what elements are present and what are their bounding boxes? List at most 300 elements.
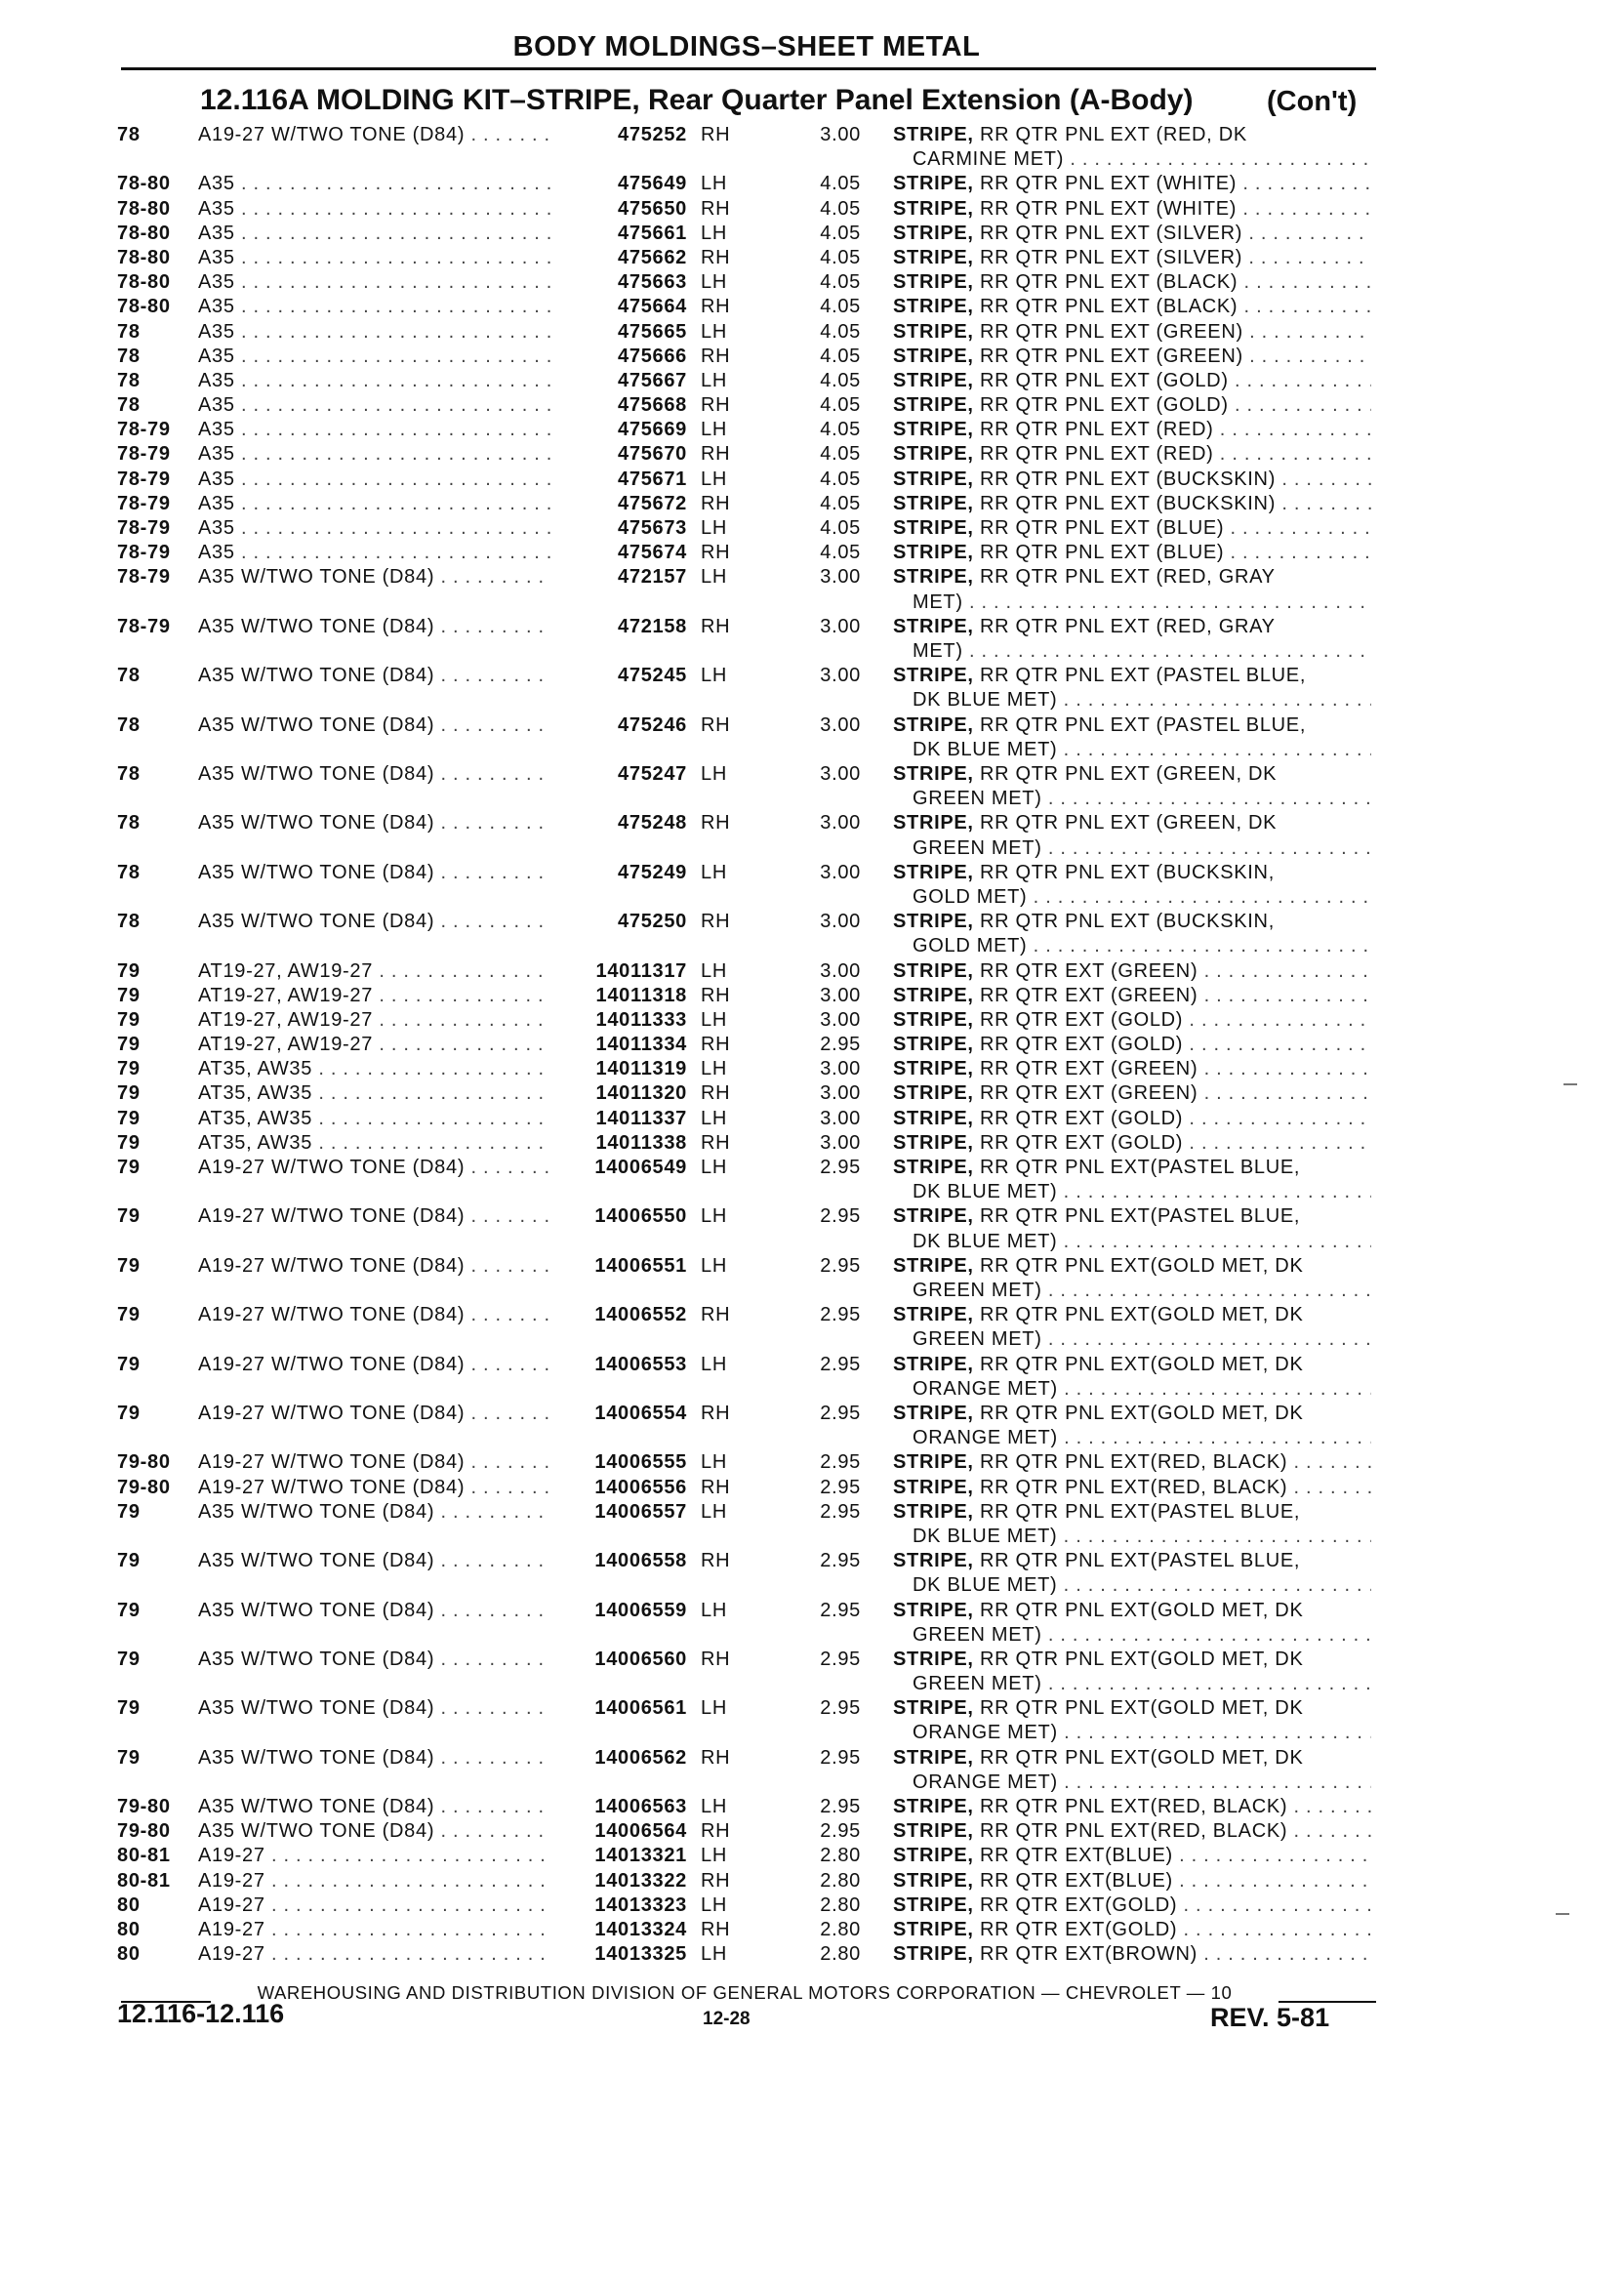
header-divider bbox=[121, 67, 1376, 70]
description-keyword: STRIPE, bbox=[893, 419, 974, 441]
side-cell: RH bbox=[701, 713, 731, 736]
description-text: RR QTR PNL EXT(RED, BLACK) bbox=[973, 1476, 1288, 1498]
year-cell: 79 bbox=[117, 1107, 141, 1129]
model-cell: A35 W/TWO TONE (D84) . . . bbox=[198, 615, 551, 639]
description-line bbox=[893, 1648, 1371, 1672]
part-number-cell: 475252 bbox=[618, 124, 687, 145]
description-cell bbox=[893, 1648, 1371, 1696]
part-number-cell: 475649 bbox=[618, 173, 687, 195]
year-cell: 79 bbox=[117, 1058, 141, 1080]
price-cell: 2.80 bbox=[820, 1869, 861, 1892]
description-cell bbox=[893, 468, 1371, 492]
part-number-cell: 472157 bbox=[618, 566, 687, 589]
description-cell bbox=[893, 345, 1371, 369]
description-line bbox=[893, 1131, 1371, 1156]
description-text: RR QTR PNL EXT (RED) bbox=[973, 443, 1214, 466]
description-continuation: ORANGE MET) . . . bbox=[893, 1771, 1371, 1795]
table-row bbox=[0, 1008, 1624, 1033]
page-header-title: BODY MOLDINGS–SHEET METAL bbox=[512, 31, 981, 62]
model-cell: A19-27 . . . bbox=[198, 1869, 551, 1893]
year-cell: 78-79 bbox=[117, 419, 171, 441]
side-cell: RH bbox=[701, 197, 731, 220]
part-number-cell: 14006557 bbox=[594, 1500, 687, 1523]
parts-table bbox=[0, 123, 1624, 1967]
price-cell: 2.95 bbox=[820, 1697, 861, 1720]
part-number-cell: 14013321 bbox=[594, 1845, 687, 1867]
description-cell bbox=[893, 393, 1371, 418]
price-cell: 2.95 bbox=[820, 1254, 861, 1277]
description-cell bbox=[893, 984, 1371, 1008]
description-cell bbox=[893, 762, 1371, 811]
model-cell: A35 W/TWO TONE (D84) . . . bbox=[198, 565, 551, 590]
table-row bbox=[0, 541, 1624, 565]
side-cell: LH bbox=[701, 762, 727, 785]
part-number-cell: 475673 bbox=[618, 517, 687, 540]
price-cell: 3.00 bbox=[820, 1008, 861, 1031]
description-cell bbox=[893, 197, 1371, 222]
part-number-cell: 472158 bbox=[618, 615, 687, 637]
price-cell: 2.95 bbox=[820, 1796, 861, 1818]
description-keyword: STRIPE, bbox=[893, 1034, 974, 1056]
model-cell: A35 W/TWO TONE (D84) . . . bbox=[198, 664, 551, 688]
model-cell: A35 W/TWO TONE (D84) . . . bbox=[198, 713, 551, 738]
description-text: RR QTR PNL EXT(GOLD MET, DK bbox=[973, 1599, 1304, 1621]
description-keyword: STRIPE, bbox=[893, 1402, 974, 1424]
description-keyword: STRIPE, bbox=[893, 173, 974, 195]
side-cell: LH bbox=[701, 517, 727, 540]
model-cell: A35 W/TWO TONE (D84) . . . bbox=[198, 1795, 551, 1819]
price-cell: 3.00 bbox=[820, 124, 861, 145]
description-line bbox=[893, 1844, 1371, 1868]
model-cell: A19-27 W/TWO TONE (D84) . . . bbox=[198, 1303, 551, 1327]
side-cell: RH bbox=[701, 124, 731, 145]
price-cell: 2.95 bbox=[820, 1157, 861, 1179]
table-row bbox=[0, 1081, 1624, 1106]
table-row bbox=[0, 345, 1624, 369]
year-cell: 79 bbox=[117, 984, 141, 1006]
description-keyword: STRIPE, bbox=[893, 1254, 974, 1277]
year-cell: 78-79 bbox=[117, 517, 171, 540]
description-cell bbox=[893, 320, 1371, 345]
description-line bbox=[893, 345, 1371, 369]
description-cell bbox=[893, 1081, 1371, 1106]
description-text: RR QTR PNL EXT (BUCKSKIN, bbox=[973, 911, 1275, 933]
description-text: RR QTR EXT(BLUE) bbox=[973, 1869, 1173, 1892]
part-number-cell: 14011320 bbox=[595, 1082, 687, 1105]
price-cell: 4.05 bbox=[820, 542, 861, 564]
description-keyword: STRIPE, bbox=[893, 1796, 974, 1818]
side-cell: RH bbox=[701, 1082, 731, 1105]
description-cell bbox=[893, 123, 1371, 172]
description-cell bbox=[893, 1008, 1371, 1033]
part-number-cell: 475671 bbox=[618, 468, 687, 490]
year-cell: 78 bbox=[117, 812, 141, 835]
description-keyword: STRIPE, bbox=[893, 246, 974, 268]
price-cell: 4.05 bbox=[820, 345, 861, 367]
description-line bbox=[893, 295, 1371, 319]
model-cell: A35 W/TWO TONE (D84) . . . bbox=[198, 1549, 551, 1573]
description-text: RR QTR PNL EXT (BUCKSKIN, bbox=[973, 861, 1275, 883]
model-cell: AT35, AW35 . . . bbox=[198, 1131, 551, 1156]
description-text: RR QTR PNL EXT(PASTEL BLUE, bbox=[973, 1500, 1301, 1523]
description-text: RR QTR PNL EXT (RED, GRAY bbox=[973, 566, 1276, 589]
price-cell: 2.80 bbox=[820, 1943, 861, 1966]
price-cell: 3.00 bbox=[820, 1082, 861, 1105]
description-continuation: MET) . . . bbox=[893, 639, 1371, 664]
description-text: RR QTR PNL EXT (GREEN, DK bbox=[973, 762, 1278, 785]
year-cell: 78-79 bbox=[117, 615, 171, 637]
description-keyword: STRIPE, bbox=[893, 320, 974, 343]
side-cell: LH bbox=[701, 1254, 727, 1277]
model-cell: AT35, AW35 . . . bbox=[198, 1081, 551, 1106]
description-cell bbox=[893, 811, 1371, 860]
model-cell: A19-27 W/TWO TONE (D84) . . . bbox=[198, 1353, 551, 1377]
part-number-cell: 475674 bbox=[618, 542, 687, 564]
part-number-cell: 475672 bbox=[618, 492, 687, 514]
footer-revision: REV. 5-81 bbox=[1210, 2003, 1330, 2032]
footer-division-text: WAREHOUSING AND DISTRIBUTION DIVISION OF GENERAL MOTORS CORPORATION — CHEVROLET — 10 bbox=[257, 1982, 1233, 2003]
description-keyword: STRIPE, bbox=[893, 665, 974, 687]
description-line bbox=[893, 541, 1371, 565]
side-cell: LH bbox=[701, 1205, 727, 1228]
price-cell: 2.95 bbox=[820, 1550, 861, 1572]
description-continuation: ORANGE MET) . . . bbox=[893, 1721, 1371, 1745]
model-cell: A35 . . . bbox=[198, 468, 551, 492]
description-text: RR QTR EXT(GOLD) bbox=[973, 1893, 1178, 1916]
description-cell bbox=[893, 1353, 1371, 1402]
table-row bbox=[0, 492, 1624, 516]
table-row bbox=[0, 1254, 1624, 1303]
part-number-cell: 14011333 bbox=[595, 1008, 687, 1031]
description-keyword: STRIPE, bbox=[893, 1131, 974, 1154]
year-cell: 80 bbox=[117, 1893, 141, 1916]
description-cell bbox=[893, 516, 1371, 541]
year-cell: 78 bbox=[117, 762, 141, 785]
price-cell: 4.05 bbox=[820, 394, 861, 417]
part-number-cell: 14006559 bbox=[594, 1599, 687, 1621]
year-cell: 78-80 bbox=[117, 296, 171, 318]
year-cell: 78 bbox=[117, 713, 141, 736]
year-cell: 79 bbox=[117, 1500, 141, 1523]
side-cell: RH bbox=[701, 1919, 731, 1941]
part-number-cell: 14011334 bbox=[595, 1034, 687, 1056]
price-cell: 3.00 bbox=[820, 959, 861, 982]
description-keyword: STRIPE, bbox=[893, 1304, 974, 1326]
price-cell: 2.80 bbox=[820, 1893, 861, 1916]
side-cell: RH bbox=[701, 394, 731, 417]
description-keyword: STRIPE, bbox=[893, 1648, 974, 1670]
part-number-cell: 14006561 bbox=[594, 1697, 687, 1720]
description-line bbox=[893, 468, 1371, 492]
table-row bbox=[0, 1893, 1624, 1918]
table-row bbox=[0, 1353, 1624, 1402]
model-cell: A19-27 W/TWO TONE (D84) . . . bbox=[198, 1254, 551, 1279]
description-line bbox=[893, 442, 1371, 467]
table-row bbox=[0, 1131, 1624, 1156]
year-cell: 79 bbox=[117, 1550, 141, 1572]
description-cell bbox=[893, 222, 1371, 246]
model-cell: A35 . . . bbox=[198, 222, 551, 246]
price-cell: 2.95 bbox=[820, 1205, 861, 1228]
model-cell: A35 . . . bbox=[198, 295, 551, 319]
model-cell: A35 . . . bbox=[198, 393, 551, 418]
side-cell: LH bbox=[701, 271, 727, 294]
description-text: RR QTR PNL EXT (BLUE) bbox=[973, 542, 1225, 564]
model-cell: A35 W/TWO TONE (D84) . . . bbox=[198, 1746, 551, 1771]
table-row bbox=[0, 320, 1624, 345]
year-cell: 80 bbox=[117, 1943, 141, 1966]
description-cell bbox=[893, 713, 1371, 762]
description-text: RR QTR EXT (GREEN) bbox=[973, 984, 1198, 1006]
model-cell: AT19-27, AW19-27 . . . bbox=[198, 959, 551, 984]
side-cell: LH bbox=[701, 320, 727, 343]
description-keyword: STRIPE, bbox=[893, 1008, 974, 1031]
year-cell: 79-80 bbox=[117, 1820, 171, 1843]
side-cell: RH bbox=[701, 1131, 731, 1154]
description-line bbox=[893, 1081, 1371, 1106]
table-row bbox=[0, 1795, 1624, 1819]
description-text: RR QTR EXT (GOLD) bbox=[973, 1131, 1184, 1154]
description-cell bbox=[893, 1599, 1371, 1648]
description-cell bbox=[893, 442, 1371, 467]
description-line bbox=[893, 811, 1371, 835]
part-number-cell: 475248 bbox=[618, 812, 687, 835]
table-row bbox=[0, 615, 1624, 664]
part-number-cell: 475650 bbox=[618, 197, 687, 220]
description-keyword: STRIPE, bbox=[893, 1820, 974, 1843]
price-cell: 3.00 bbox=[820, 1107, 861, 1129]
year-cell: 79 bbox=[117, 1402, 141, 1424]
description-text: RR QTR PNL EXT(GOLD MET, DK bbox=[973, 1746, 1304, 1769]
side-cell: RH bbox=[701, 1402, 731, 1424]
description-keyword: STRIPE, bbox=[893, 1919, 974, 1941]
description-line bbox=[893, 1599, 1371, 1623]
description-line bbox=[893, 1476, 1371, 1500]
year-cell: 78 bbox=[117, 861, 141, 883]
description-cell bbox=[893, 1918, 1371, 1942]
description-line bbox=[893, 713, 1371, 738]
description-keyword: STRIPE, bbox=[893, 1599, 974, 1621]
description-text: RR QTR PNL EXT (GREEN) bbox=[973, 345, 1243, 367]
price-cell: 2.80 bbox=[820, 1845, 861, 1867]
description-cell bbox=[893, 1893, 1371, 1918]
year-cell: 79-80 bbox=[117, 1476, 171, 1498]
table-row bbox=[0, 468, 1624, 492]
description-text: RR QTR PNL EXT (RED, DK bbox=[973, 124, 1247, 145]
year-cell: 78 bbox=[117, 345, 141, 367]
description-keyword: STRIPE, bbox=[893, 296, 974, 318]
part-number-cell: 475661 bbox=[618, 222, 687, 244]
price-cell: 3.00 bbox=[820, 665, 861, 687]
year-cell: 79-80 bbox=[117, 1451, 171, 1474]
price-cell: 4.05 bbox=[820, 271, 861, 294]
part-number-cell: 14013325 bbox=[594, 1943, 687, 1966]
description-line bbox=[893, 123, 1371, 147]
description-keyword: STRIPE, bbox=[893, 443, 974, 466]
price-cell: 3.00 bbox=[820, 911, 861, 933]
price-cell: 4.05 bbox=[820, 296, 861, 318]
description-keyword: STRIPE, bbox=[893, 1107, 974, 1129]
description-line bbox=[893, 1057, 1371, 1081]
table-row bbox=[0, 1696, 1624, 1745]
side-cell: LH bbox=[701, 1353, 727, 1375]
description-text: RR QTR EXT(GOLD) bbox=[973, 1919, 1178, 1941]
description-text: RR QTR PNL EXT(PASTEL BLUE, bbox=[973, 1205, 1301, 1228]
description-keyword: STRIPE, bbox=[893, 1205, 974, 1228]
table-row bbox=[0, 1402, 1624, 1450]
table-row bbox=[0, 1648, 1624, 1696]
model-cell: A35 . . . bbox=[198, 345, 551, 369]
year-cell: 78-80 bbox=[117, 173, 171, 195]
part-number-cell: 475247 bbox=[618, 762, 687, 785]
part-number-cell: 475668 bbox=[618, 394, 687, 417]
price-cell: 3.00 bbox=[820, 762, 861, 785]
table-row bbox=[0, 418, 1624, 442]
description-keyword: STRIPE, bbox=[893, 911, 974, 933]
part-number-cell: 475670 bbox=[618, 443, 687, 466]
description-text: RR QTR PNL EXT(RED, BLACK) bbox=[973, 1820, 1288, 1843]
side-cell: LH bbox=[701, 1058, 727, 1080]
price-cell: 4.05 bbox=[820, 320, 861, 343]
side-cell: LH bbox=[701, 566, 727, 589]
model-cell: A19-27 W/TWO TONE (D84) . . . bbox=[198, 1450, 551, 1475]
description-continuation: ORANGE MET) . . . bbox=[893, 1426, 1371, 1450]
model-cell: A35 W/TWO TONE (D84) . . . bbox=[198, 910, 551, 934]
description-text: RR QTR PNL EXT (RED, GRAY bbox=[973, 615, 1276, 637]
table-row bbox=[0, 197, 1624, 222]
description-line bbox=[893, 1033, 1371, 1057]
description-text: RR QTR PNL EXT (BUCKSKIN) bbox=[973, 468, 1277, 490]
footer-section-range: 12.116-12.116 bbox=[117, 1999, 285, 2028]
year-cell: 78-80 bbox=[117, 197, 171, 220]
price-cell: 2.95 bbox=[820, 1500, 861, 1523]
description-cell bbox=[893, 910, 1371, 958]
side-cell: LH bbox=[701, 419, 727, 441]
model-cell: A19-27 . . . bbox=[198, 1893, 551, 1918]
table-row bbox=[0, 1057, 1624, 1081]
year-cell: 78 bbox=[117, 911, 141, 933]
part-number-cell: 14006560 bbox=[594, 1648, 687, 1670]
year-cell: 79 bbox=[117, 959, 141, 982]
year-cell: 78-79 bbox=[117, 492, 171, 514]
description-line bbox=[893, 959, 1371, 984]
model-cell: A35 W/TWO TONE (D84) . . . bbox=[198, 1599, 551, 1623]
table-row bbox=[0, 1549, 1624, 1598]
model-cell: AT35, AW35 . . . bbox=[198, 1057, 551, 1081]
side-cell: RH bbox=[701, 1648, 731, 1670]
description-line bbox=[893, 1893, 1371, 1918]
side-cell: RH bbox=[701, 492, 731, 514]
part-number-cell: 14006553 bbox=[594, 1353, 687, 1375]
part-number-cell: 475246 bbox=[618, 713, 687, 736]
description-keyword: STRIPE, bbox=[893, 713, 974, 736]
model-cell: A19-27 . . . bbox=[198, 1942, 551, 1967]
model-cell: A19-27 W/TWO TONE (D84) . . . bbox=[198, 1476, 551, 1500]
margin-mark bbox=[1556, 1913, 1569, 1915]
description-keyword: STRIPE, bbox=[893, 1697, 974, 1720]
table-row bbox=[0, 1107, 1624, 1131]
margin-mark bbox=[1563, 1083, 1577, 1085]
price-cell: 2.95 bbox=[820, 1451, 861, 1474]
side-cell: RH bbox=[701, 812, 731, 835]
description-continuation: ORANGE MET) . . . bbox=[893, 1377, 1371, 1402]
price-cell: 3.00 bbox=[820, 984, 861, 1006]
year-cell: 79 bbox=[117, 1746, 141, 1769]
description-text: RR QTR PNL EXT(GOLD MET, DK bbox=[973, 1648, 1304, 1670]
table-row bbox=[0, 959, 1624, 984]
side-cell: RH bbox=[701, 984, 731, 1006]
section-title: 12.116A MOLDING KIT–STRIPE, Rear Quarter Panel Extension (A-Body) bbox=[200, 84, 1194, 116]
part-number-cell: 475662 bbox=[618, 246, 687, 268]
year-cell: 79 bbox=[117, 1131, 141, 1154]
year-cell: 78 bbox=[117, 394, 141, 417]
table-row bbox=[0, 1450, 1624, 1475]
description-continuation: DK BLUE MET) . . . bbox=[893, 738, 1371, 762]
description-cell bbox=[893, 295, 1371, 319]
table-row bbox=[0, 664, 1624, 712]
description-text: RR QTR PNL EXT(GOLD MET, DK bbox=[973, 1254, 1304, 1277]
description-keyword: STRIPE, bbox=[893, 1943, 974, 1966]
description-continuation: DK BLUE MET) . . . bbox=[893, 1230, 1371, 1254]
side-cell: RH bbox=[701, 1034, 731, 1056]
description-cell bbox=[893, 1819, 1371, 1844]
model-cell: A35 W/TWO TONE (D84) . . . bbox=[198, 1696, 551, 1721]
description-keyword: STRIPE, bbox=[893, 1157, 974, 1179]
description-line bbox=[893, 1819, 1371, 1844]
description-line bbox=[893, 270, 1371, 295]
year-cell: 80-81 bbox=[117, 1845, 171, 1867]
description-continuation: GREEN MET) . . . bbox=[893, 836, 1371, 861]
model-cell: A35 W/TWO TONE (D84) . . . bbox=[198, 762, 551, 787]
model-cell: A35 . . . bbox=[198, 541, 551, 565]
year-cell: 78-79 bbox=[117, 443, 171, 466]
description-keyword: STRIPE, bbox=[893, 984, 974, 1006]
price-cell: 3.00 bbox=[820, 713, 861, 736]
description-cell bbox=[893, 615, 1371, 664]
part-number-cell: 14006555 bbox=[594, 1451, 687, 1474]
description-text: RR QTR PNL EXT(RED, BLACK) bbox=[973, 1451, 1288, 1474]
model-cell: A35 . . . bbox=[198, 418, 551, 442]
description-text: RR QTR PNL EXT (PASTEL BLUE, bbox=[973, 665, 1307, 687]
year-cell: 78-79 bbox=[117, 542, 171, 564]
price-cell: 4.05 bbox=[820, 468, 861, 490]
description-keyword: STRIPE, bbox=[893, 615, 974, 637]
part-number-cell: 475250 bbox=[618, 911, 687, 933]
description-line bbox=[893, 984, 1371, 1008]
description-keyword: STRIPE, bbox=[893, 1082, 974, 1105]
side-cell: RH bbox=[701, 345, 731, 367]
price-cell: 4.05 bbox=[820, 369, 861, 391]
model-cell: A35 . . . bbox=[198, 492, 551, 516]
price-cell: 4.05 bbox=[820, 222, 861, 244]
description-continuation: MET) . . . bbox=[893, 590, 1371, 615]
side-cell: LH bbox=[701, 1500, 727, 1523]
description-cell bbox=[893, 1057, 1371, 1081]
description-keyword: STRIPE, bbox=[893, 124, 974, 145]
year-cell: 78-80 bbox=[117, 271, 171, 294]
part-number-cell: 14013324 bbox=[594, 1919, 687, 1941]
part-number-cell: 14006550 bbox=[594, 1205, 687, 1228]
price-cell: 2.95 bbox=[820, 1353, 861, 1375]
side-cell: LH bbox=[701, 1451, 727, 1474]
side-cell: LH bbox=[701, 1845, 727, 1867]
description-line bbox=[893, 1402, 1371, 1426]
description-text: RR QTR PNL EXT(GOLD MET, DK bbox=[973, 1697, 1304, 1720]
part-number-cell: 475667 bbox=[618, 369, 687, 391]
side-cell: LH bbox=[701, 1697, 727, 1720]
description-text: RR QTR EXT (GREEN) bbox=[973, 1082, 1198, 1105]
description-keyword: STRIPE, bbox=[893, 492, 974, 514]
